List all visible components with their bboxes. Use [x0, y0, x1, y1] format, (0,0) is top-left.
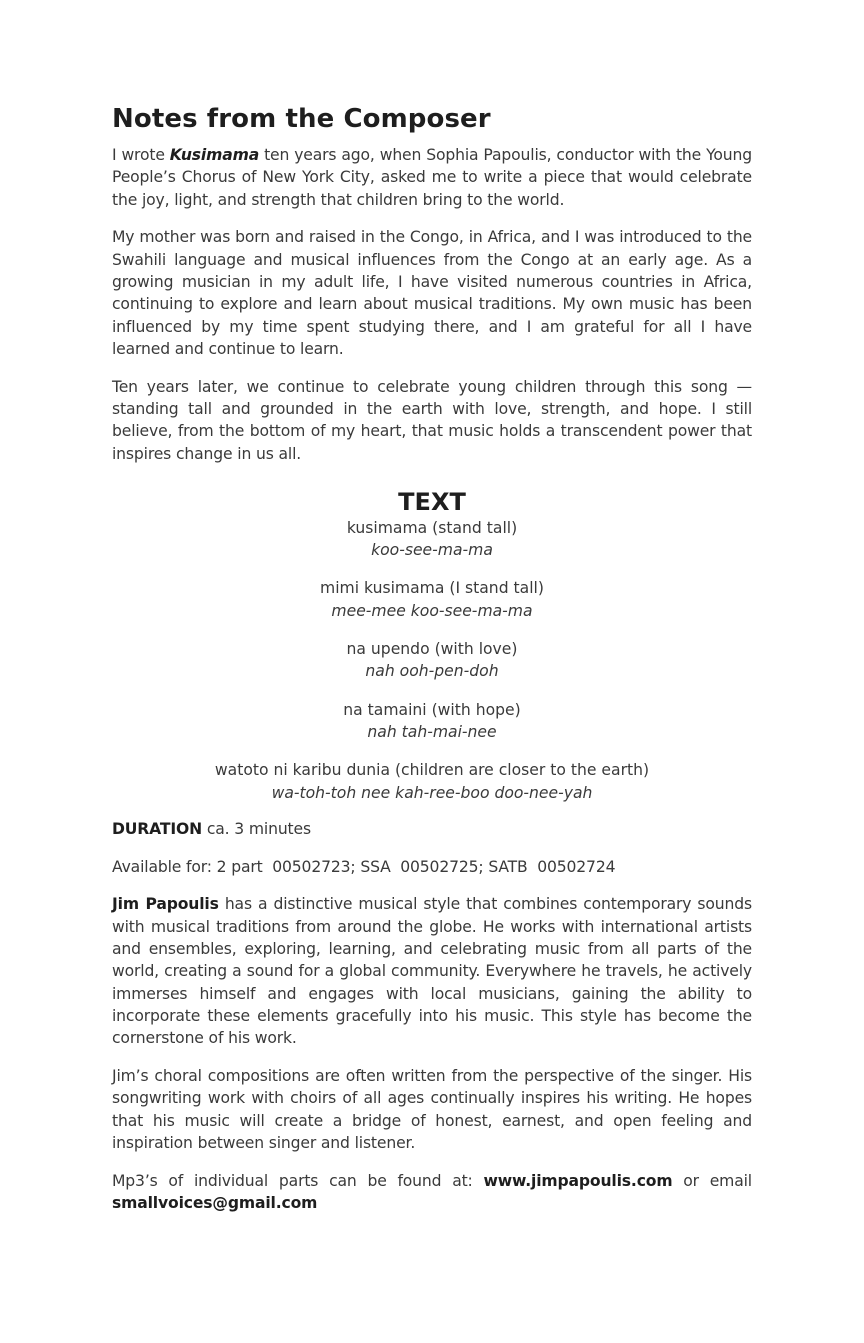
- background-paragraph: My mother was born and raised in the Congo, in Africa, and I was introduced to the Swahili language and musical influences from the Congo at an early age. As a growing musician in my adult life, I have visited numerous countries in Africa, continuing to explore and learn about musical traditions. My own music has been influenced by my time spent studying there, and I am grateful for all I have learned and continue to learn.: [112, 228, 752, 358]
- lyrics-verse: [112, 577, 752, 622]
- intro-prefix: I wrote: [112, 146, 170, 164]
- lyrics-verse: [112, 759, 752, 804]
- lyrics-verse: [112, 638, 752, 683]
- composer-name: Jim Papoulis: [112, 895, 219, 914]
- intro-paragraph: [112, 144, 752, 211]
- bio-text: has a distinctive musical style that combines contemporary sounds with musical traditions from around the globe. He works with international artists and ensembles, exploring, learning, and celebrating music from all parts of the world, creating a sound for a global community. Everywhere he travels, he actively immerses himself and engages with local musicians, gaining the ability to incorporate these elements gracefully into his music. This style has become the cornerstone of his work.: [112, 895, 752, 1048]
- verse-pronunciation: nah ooh-pen-doh: [365, 662, 499, 681]
- verse-pronunciation: wa-toh-toh nee kah-ree-boo doo-nee-yah: [271, 783, 593, 802]
- verse-swahili: mimi kusimama (I stand tall): [320, 579, 544, 598]
- verse-swahili: na upendo (with love): [346, 640, 518, 659]
- lyrics-verse: [112, 699, 752, 744]
- verse-pronunciation: koo-see-ma-ma: [371, 541, 493, 560]
- duration-label: DURATION: [112, 819, 203, 838]
- lyrics-verse: [112, 517, 752, 562]
- duration-line: [112, 818, 752, 840]
- website-link[interactable]: www.jimpapoulis.com: [483, 1171, 673, 1190]
- verse-swahili: watoto ni karibu dunia (children are closer to the earth): [214, 761, 650, 780]
- lyrics-title: TEXT: [398, 487, 466, 516]
- mp3-prefix: Mp3’s of individual parts can be found at:: [112, 1171, 484, 1190]
- choral-paragraph: Jim’s choral compositions are often written from the perspective of the singer. His songwriting work with choirs of all ages continually inspires his writing. He hopes that his music will create a bridge of honest, earnest, and open feeling and inspiration between singer and listener.: [112, 1067, 752, 1152]
- mp3-middle: or email: [672, 1171, 752, 1190]
- document-page: [112, 100, 752, 1230]
- page-title: Notes from the Composer: [112, 104, 491, 134]
- lyrics-section: [112, 487, 752, 804]
- work-title: Kusimama: [169, 146, 260, 164]
- availability-line: Available for: 2 part 00502723; SSA 00502725; SATB 00502724: [112, 857, 616, 876]
- mp3-paragraph: [112, 1170, 752, 1215]
- intro-rest: ten years ago, when Sophia Papoulis, conductor with the Young People’s Chorus of New York City, asked me to write a piece that would celebrate the joy, light, and strength that children bring to the world.: [112, 146, 752, 209]
- bio-paragraph: [112, 893, 752, 1049]
- verse-pronunciation: mee-mee koo-see-ma-ma: [331, 601, 533, 620]
- duration-value: ca. 3 minutes: [202, 819, 311, 838]
- reflection-paragraph: Ten years later, we continue to celebrate young children through this song — standing tall and grounded in the earth with love, strength, and hope. I still believe, from the bottom of my heart, that music holds a transcendent power that inspires change in us all.: [112, 377, 752, 463]
- verse-swahili: kusimama (stand tall): [346, 518, 518, 537]
- verse-pronunciation: nah tah-mai-nee: [367, 722, 497, 741]
- verse-swahili: na tamaini (with hope): [343, 700, 521, 719]
- email-link[interactable]: smallvoices@gmail.com: [112, 1193, 318, 1212]
